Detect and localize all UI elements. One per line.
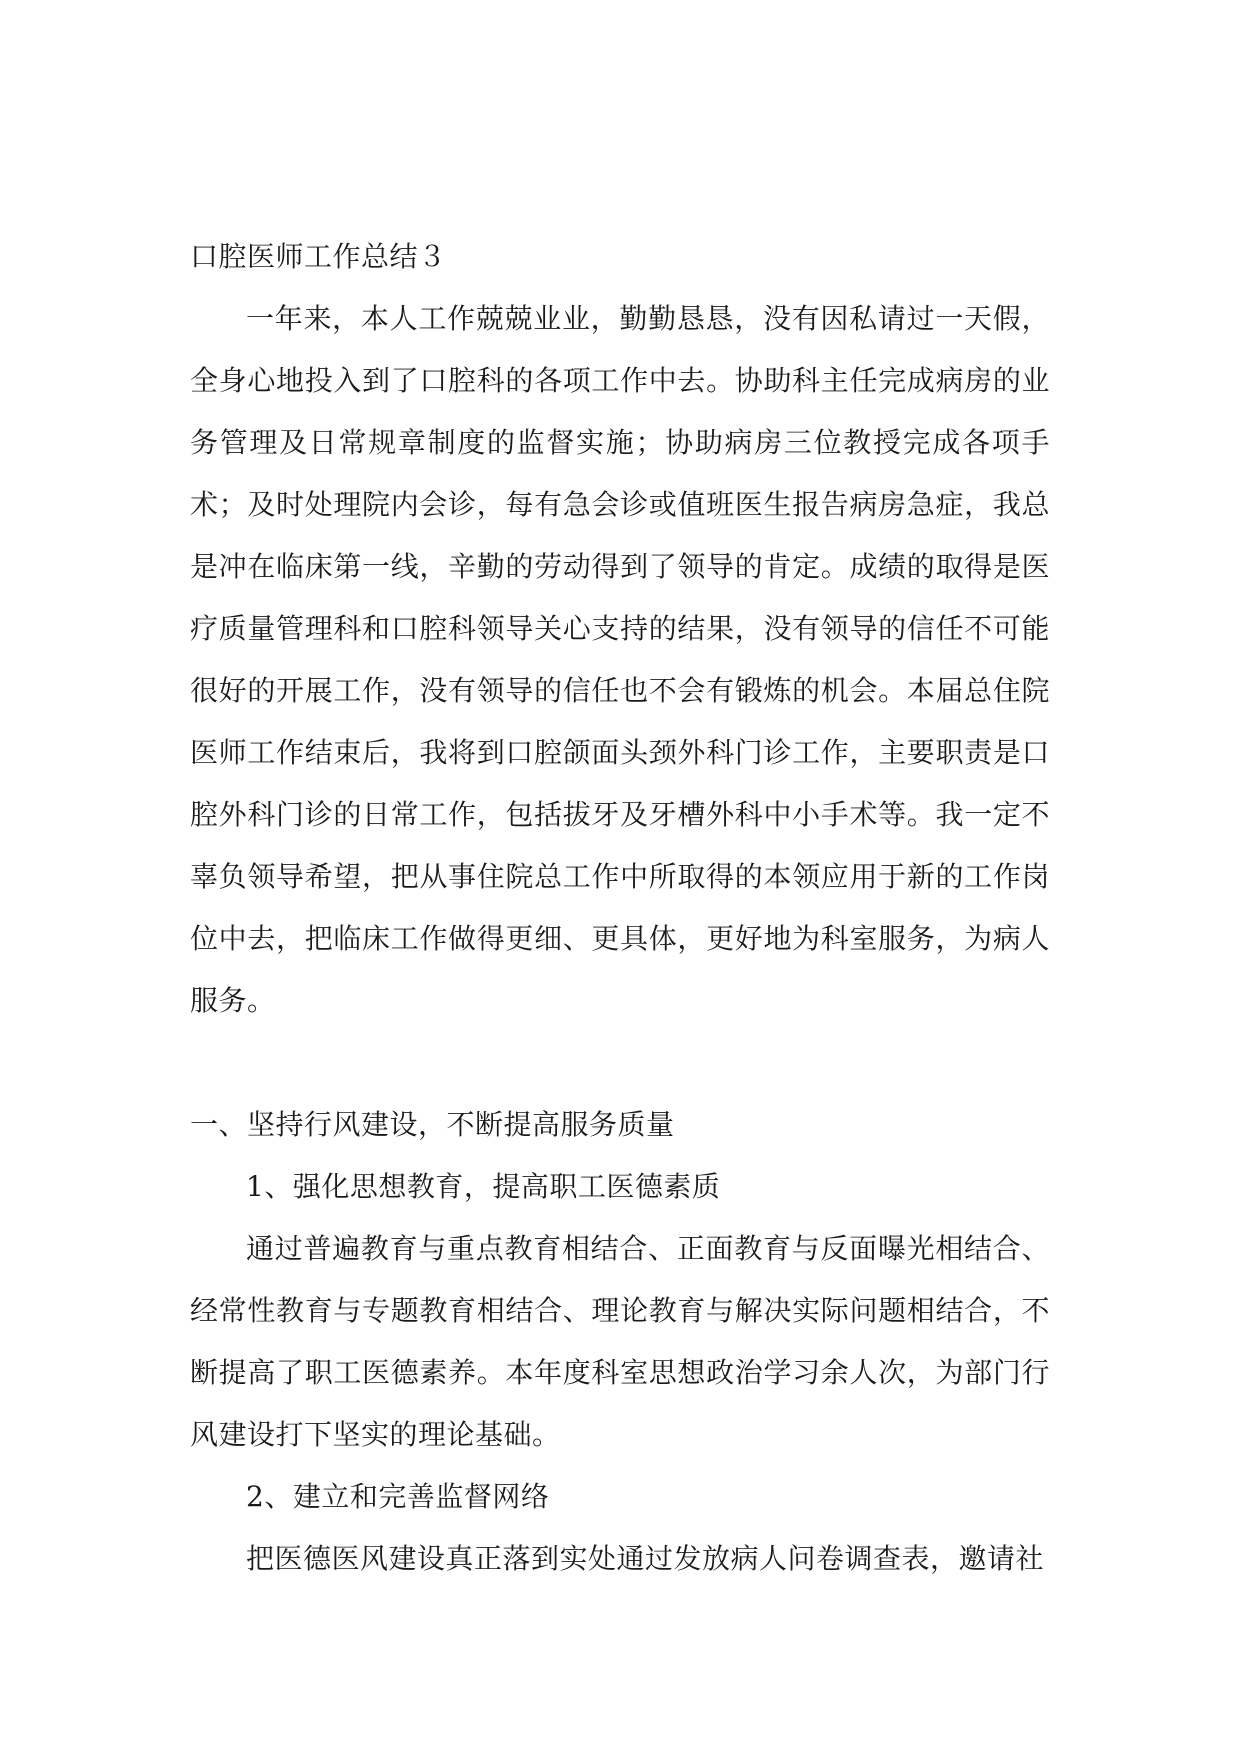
subsection-paragraph-1: 通过普遍教育与重点教育相结合、正面教育与反面曝光相结合、经常性教育与专题教育相结合、理论教育与解决实际问题相结合，不断提高了职工医德素养。本年度科室思想政治学习余人次，为部门行风建设打下坚实的理论基础。 bbox=[190, 1232, 1050, 1451]
intro-paragraph: 一年来，本人工作兢兢业业，勤勤恳恳，没有因私请过一天假，全身心地投入到了口腔科的各项工作中去。协助科主任完成病房的业务管理及日常规章制度的监督实施；协助病房三位教授完成各项手术；及时处理院内会诊，每有急会诊或值班医生报告病房急症，我总是冲在临床第一线，辛勤的劳动得到了领导的肯定。成绩的取得是医疗质量管理科和口腔科领导关心支持的结果，没有领导的信任不可能很好的开展工作，没有领导的信任也不会有锻炼的机会。本届总住院医师工作结束后，我将到口腔颌面头颈外科门诊工作，主要职责是口腔外科门诊的日常工作，包括拔牙及牙槽外科中小手术等。我一定不辜负领导希望，把从事住院总工作中所取得的本领应用于新的工作岗位中去，把临床工作做得更细、更具体，更好地为科室服务，为病人服务。 bbox=[190, 302, 1050, 1017]
subsection-heading-1: 1、强化思想教育，提高职工医德素质 bbox=[246, 1170, 721, 1203]
subsection-paragraph-2: 把医德医风建设真正落到实处通过发放病人问卷调查表，邀请社 bbox=[246, 1542, 1045, 1575]
section-heading: 一、坚持行风建设，不断提高服务质量 bbox=[190, 1108, 675, 1141]
subsection-heading-2: 2、建立和完善监督网络 bbox=[246, 1480, 550, 1513]
document-body bbox=[190, 226, 1050, 1590]
document-title: 口腔医师工作总结３ bbox=[190, 240, 447, 273]
